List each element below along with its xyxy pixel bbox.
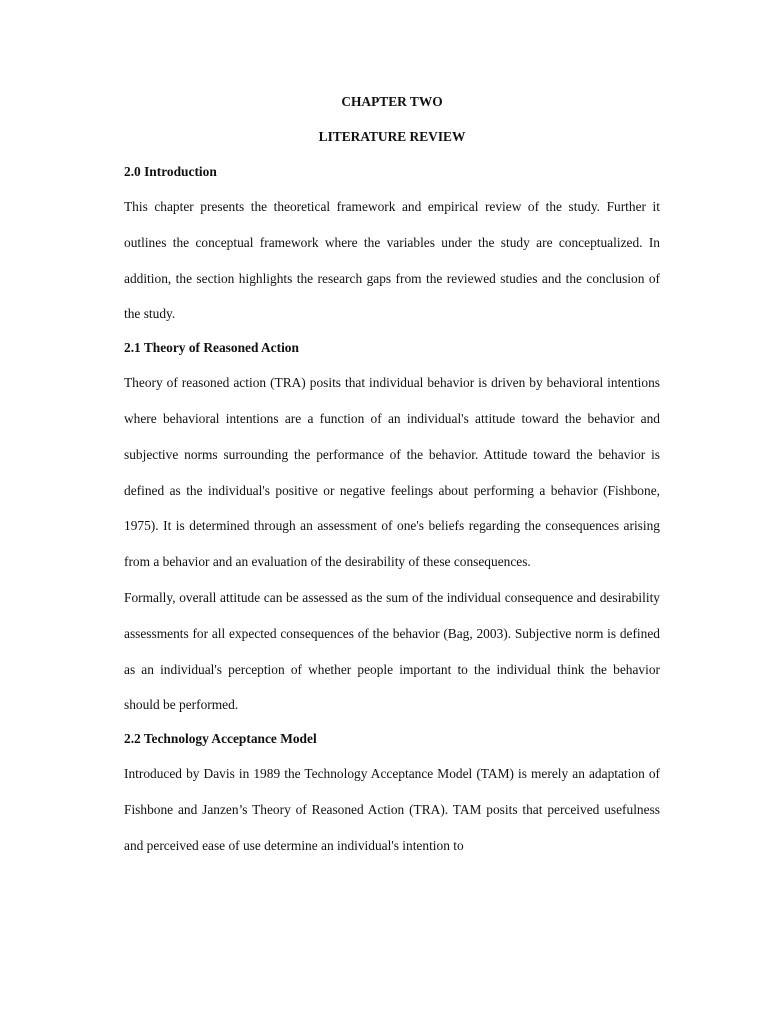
document-body bbox=[124, 90, 660, 864]
section-heading-technology-acceptance-model: 2.2 Technology Acceptance Model bbox=[124, 731, 317, 747]
section-heading-theory-of-reasoned-action: 2.1 Theory of Reasoned Action bbox=[124, 340, 299, 356]
paragraph-tra-1: Theory of reasoned action (TRA) posits that individual behavior is driven by behavioral intentions where behavioral intentions are a function of an individual's attitude toward the behavior and subjective norms surrounding the performance of the behavior. Attitude toward the behavior is defined as the individual's positive or negative feelings about performing a behavior (Fishbone, 1975). It is determined through an assessment of one's beliefs regarding the consequences arising from a behavior and an evaluation of the desirability of these consequences. bbox=[124, 375, 660, 570]
chapter-label: CHAPTER TWO bbox=[341, 94, 443, 109]
paragraph-tam-1: Introduced by Davis in 1989 the Technology Acceptance Model (TAM) is merely an adaptation of Fishbone and Janzen’s Theory of Reasoned Action (TRA). TAM posits that perceived usefulness and perceived ease of use determine an individual's intention to bbox=[124, 766, 660, 853]
section-heading-introduction: 2.0 Introduction bbox=[124, 164, 217, 179]
paragraph-tra-2: Formally, overall attitude can be assessed as the sum of the individual consequence and desirability assessments for all expected consequences of the behavior (Bag, 2003). Subjective norm is defined as an individual's perception of whether people important to the individual think the behavior should be performed. bbox=[124, 589, 660, 713]
paragraph-introduction: This chapter presents the theoretical framework and empirical review of the study. Further it outlines the conceptual framework where the variables under the study are conceptualized. In addition, the section highlights the research gaps from the reviewed studies and the conclusion of the study. bbox=[124, 199, 660, 322]
chapter-title: LITERATURE REVIEW bbox=[318, 129, 466, 144]
